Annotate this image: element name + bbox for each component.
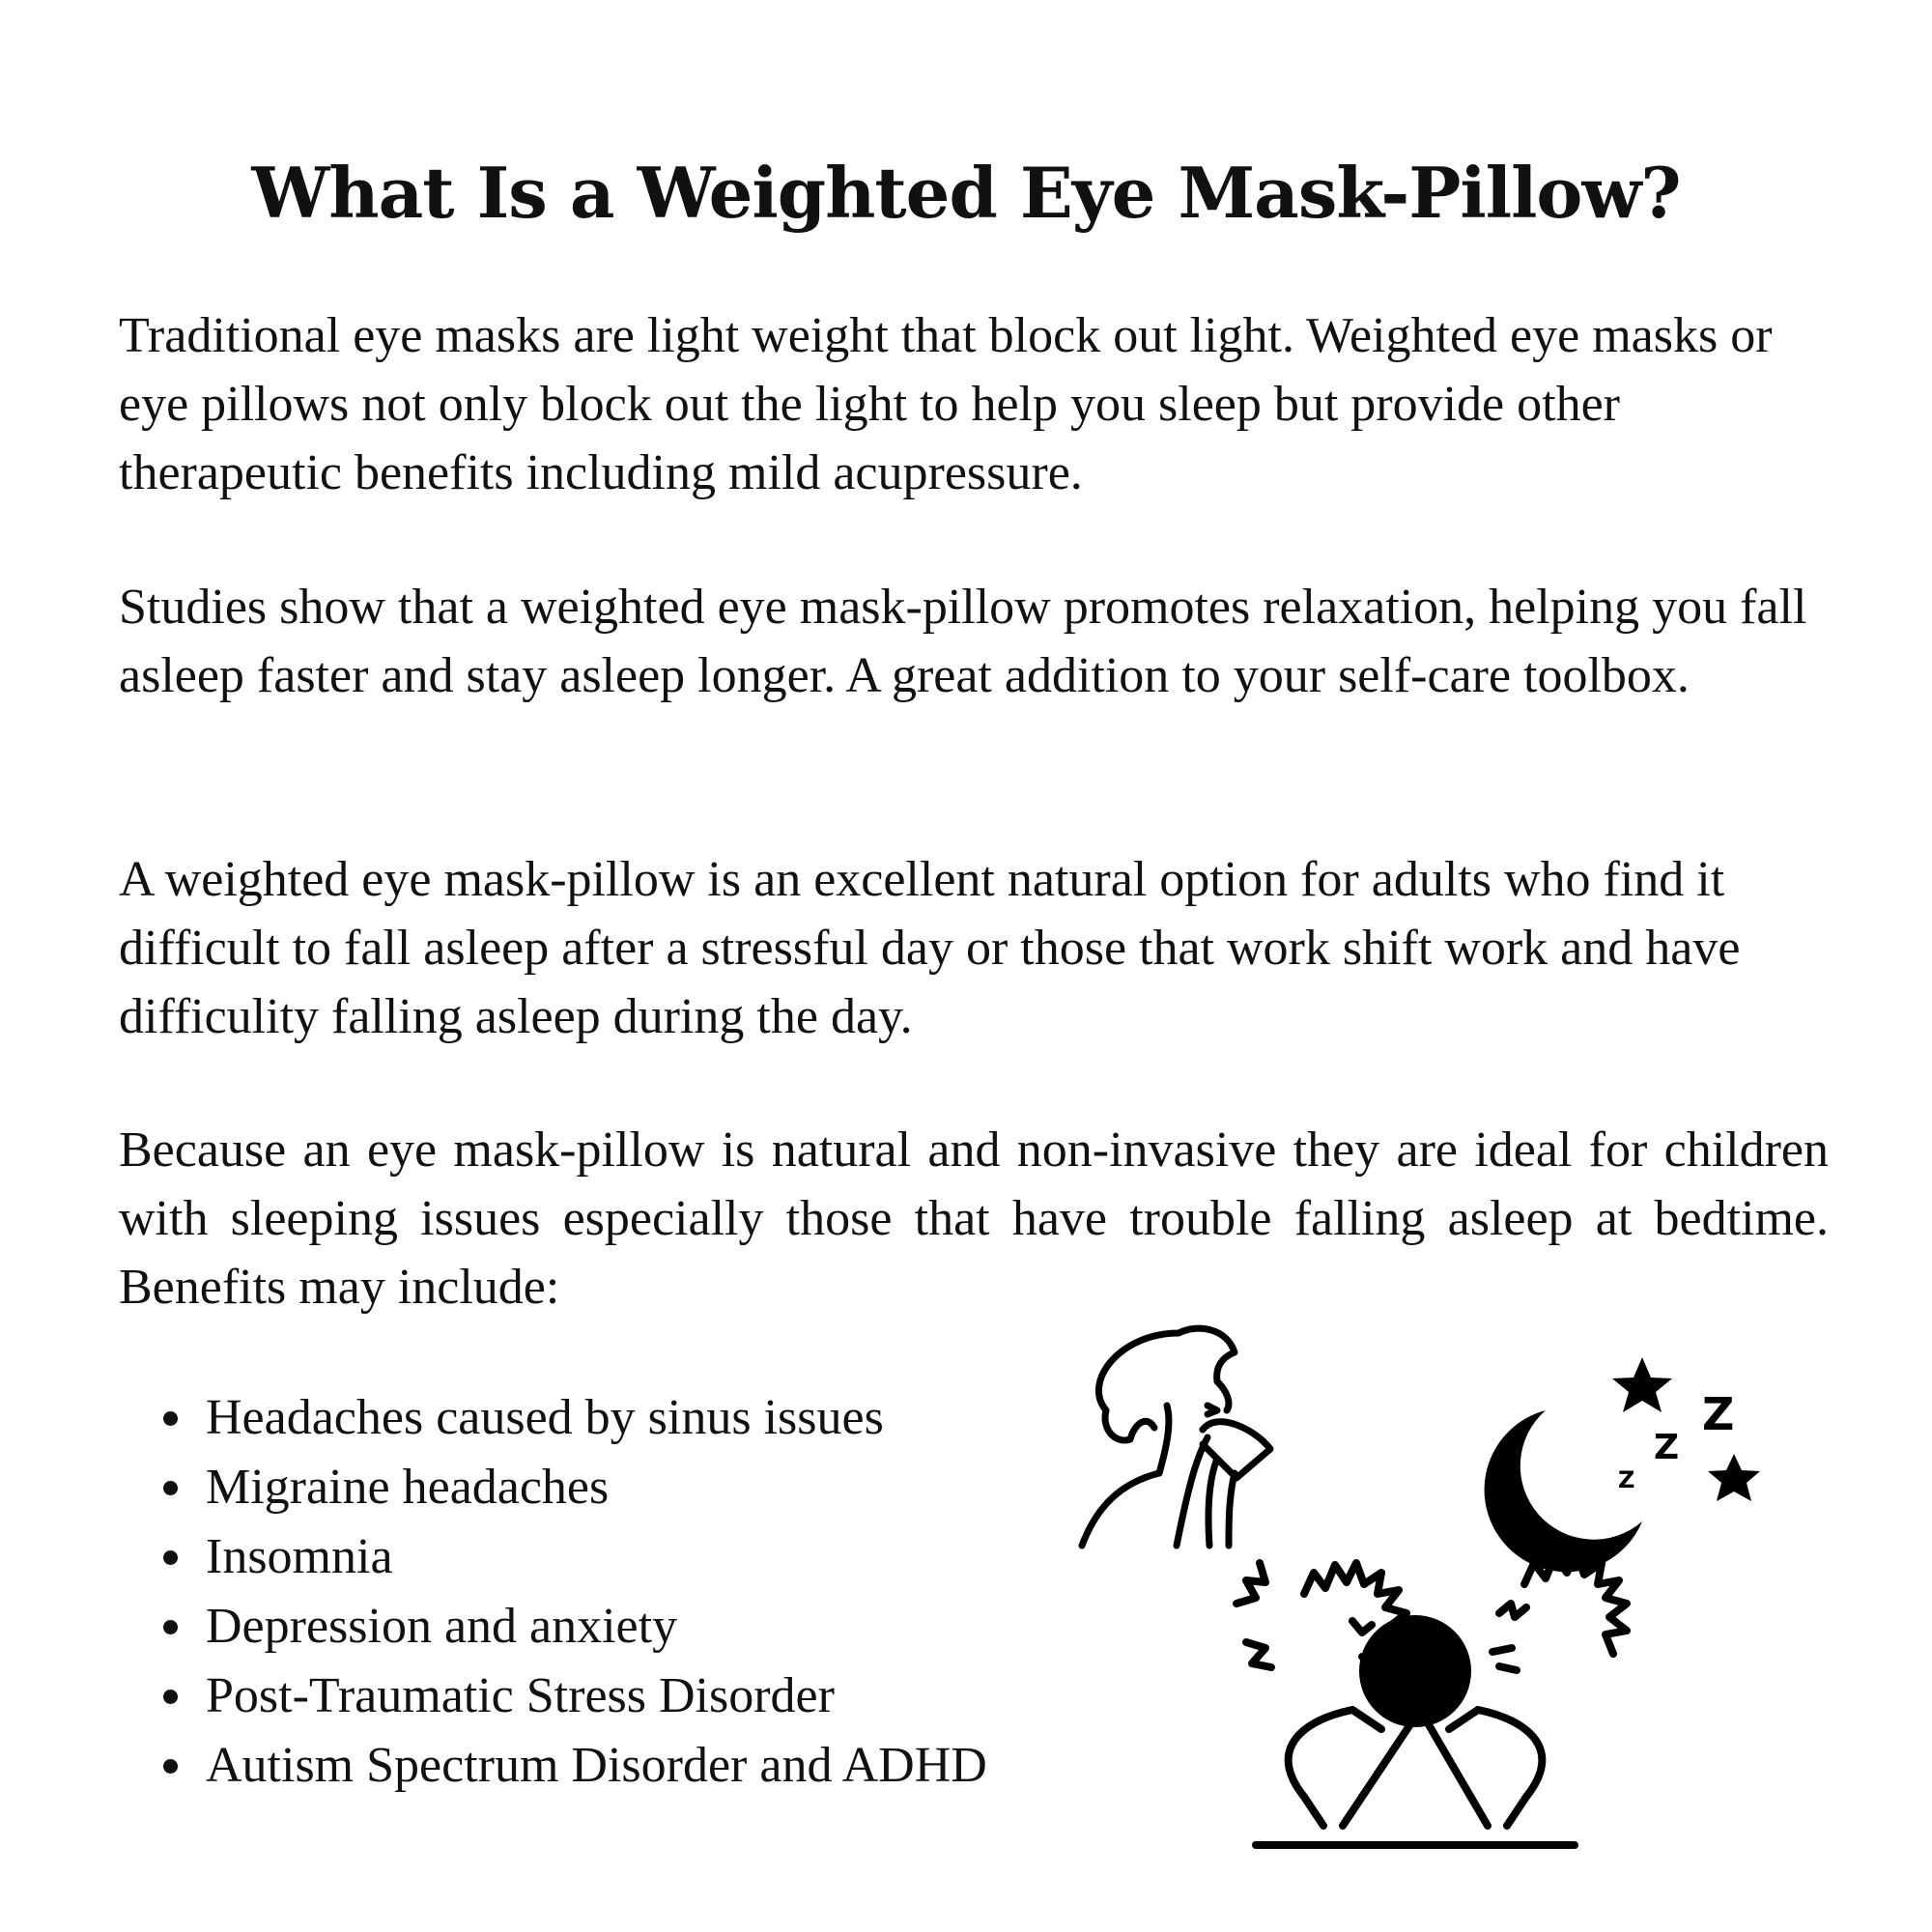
bullet-icon	[163, 1550, 178, 1565]
svg-text:Z: Z	[1618, 1466, 1635, 1493]
list-item-label: Post-Traumatic Stress Disorder	[206, 1668, 835, 1723]
list-item-label: Insomnia	[206, 1529, 393, 1584]
page-title: What Is a Weighted Eye Mask-Pillow?	[251, 152, 1681, 234]
list-item	[150, 1592, 987, 1662]
list-item	[150, 1453, 987, 1522]
list-item	[150, 1731, 987, 1801]
illustration	[1063, 1314, 1777, 1864]
bullet-icon	[163, 1690, 178, 1704]
list-item-label: Headaches caused by sinus issues	[206, 1390, 884, 1445]
list-item	[150, 1662, 987, 1731]
headache-person-icon	[1236, 1553, 1627, 1845]
intro-paragraph: Traditional eye masks are light weight that block out light. Weighted eye masks or eye pillows not only block out the light to help you sleep but provide other therapeutic benefits including mild acupressure.	[119, 308, 1773, 500]
bullet-icon	[163, 1759, 178, 1774]
list-item-label: Migraine headaches	[206, 1460, 610, 1515]
list-item	[150, 1383, 987, 1453]
studies-paragraph: Studies show that a weighted eye mask-pillow promotes relaxation, helping you fall asleep faster and stay asleep longer. A great addition to your self-care toolbox.	[119, 580, 1807, 703]
bullet-icon	[163, 1411, 178, 1426]
bullet-icon	[163, 1620, 178, 1634]
svg-text:Z: Z	[1702, 1388, 1735, 1440]
list-item-label: Depression and anxiety	[206, 1599, 678, 1654]
list-item-label: Autism Spectrum Disorder and ADHD	[206, 1738, 987, 1793]
benefits-list	[150, 1383, 987, 1801]
list-item	[150, 1522, 987, 1592]
moon-stars-sleep-icon	[1485, 1357, 1760, 1572]
adults-paragraph: A weighted eye mask-pillow is an excellent natural option for adults who find it difficult to fall asleep after a stressful day or those that work shift work and have difficulity falling asleep during the day.	[119, 852, 1741, 1044]
svg-text:Z: Z	[1654, 1428, 1680, 1467]
sneezing-person-icon	[1082, 1328, 1270, 1546]
bullet-icon	[163, 1481, 178, 1495]
children-paragraph: Because an eye mask-pillow is natural and non-invasive they are ideal for children with sleeping issues especially those that have trouble falling asleep at bedtime. Benefits may include:	[119, 1122, 1829, 1315]
